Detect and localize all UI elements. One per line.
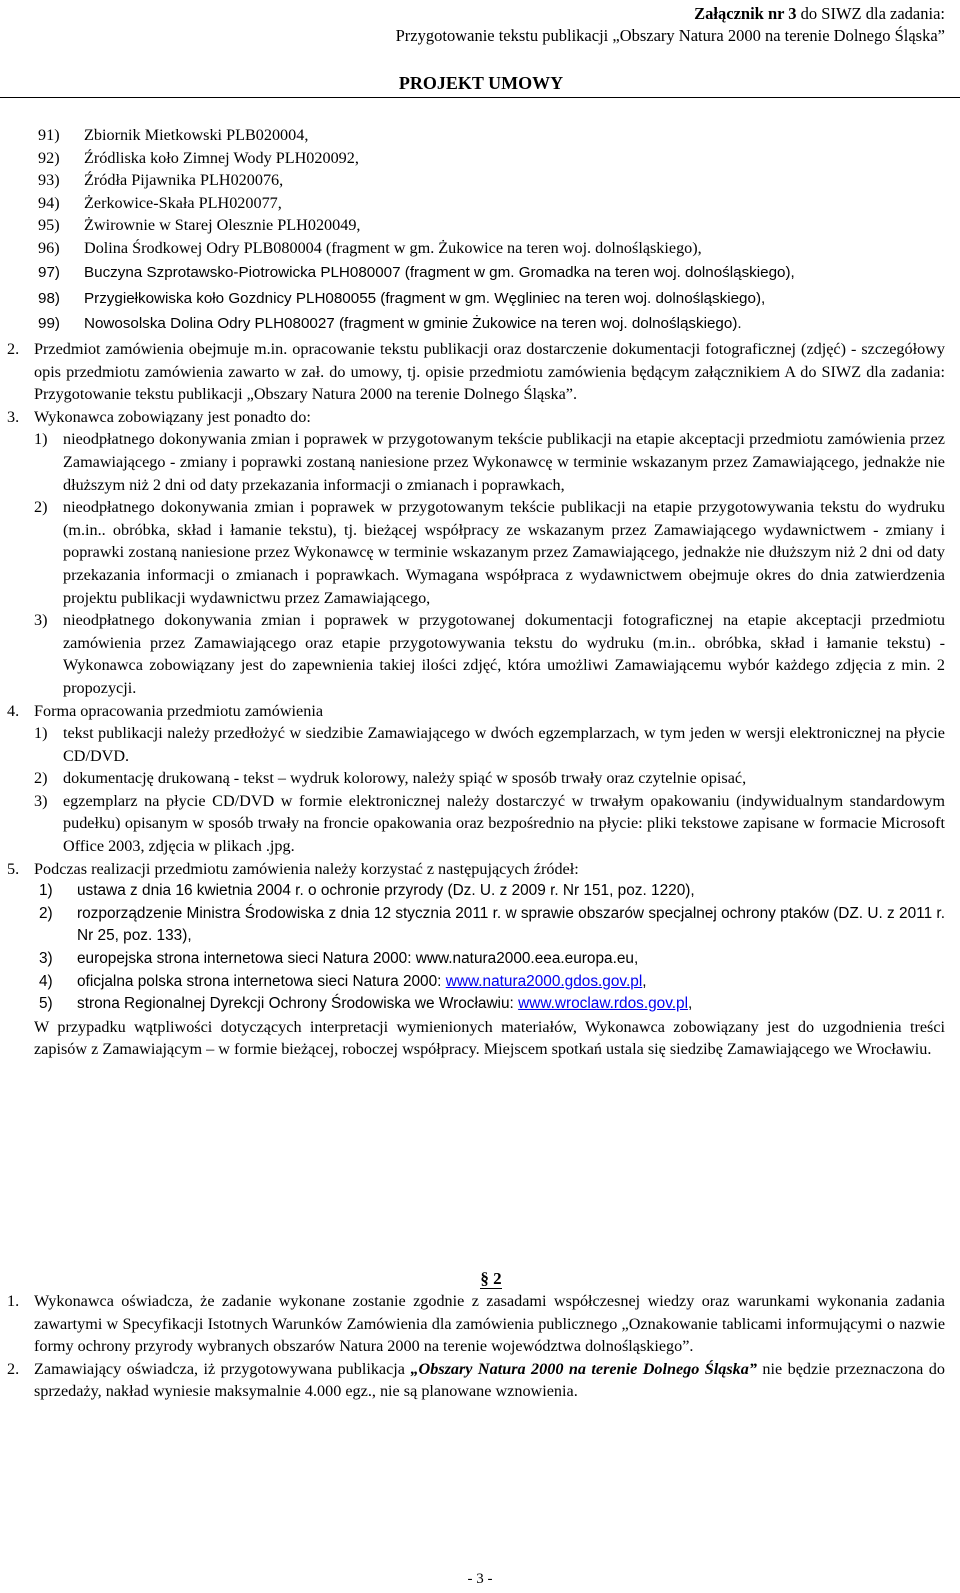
- item-number: 2): [34, 498, 48, 517]
- item-text: [77, 971, 945, 994]
- paragraph-3: [7, 406, 945, 429]
- list-item: [38, 169, 943, 192]
- item-number: 93): [38, 171, 60, 190]
- sub-item: [7, 767, 945, 790]
- item-text: egzemplarz na płycie CD/DVD w formie elektronicznej należy dostarczyć w trwałym opakowaniu (indywidualnym standardowym pudełku) opisanym w sposób trwały na froncie opakowania oraz bezpośrednio na płycie: pliki tekstowe zapisane w formacie Microsoft Office 2003, zdjęcia w plikach .jpg.: [63, 791, 945, 856]
- source-item: [7, 971, 945, 994]
- list-item: [38, 192, 943, 215]
- list-item: [38, 262, 943, 285]
- paragraph-number: 2.: [7, 1359, 20, 1378]
- item-number: 5): [39, 995, 53, 1013]
- list-item: [38, 124, 943, 147]
- item-number: 1): [39, 882, 53, 900]
- paragraph-number: 5.: [7, 859, 20, 878]
- item-number: 3): [34, 611, 48, 630]
- publication-title: „Obszary Natura 2000 na terenie Dolnego Śląska”: [410, 1359, 757, 1378]
- item-number: 92): [38, 148, 60, 167]
- item-text-prefix: strona Regionalnej Dyrekcji Ochrony Środowiska we Wrocławiu:: [77, 995, 519, 1013]
- item-text: Żwirownie w Starej Olesznie PLH020049,: [84, 216, 361, 235]
- item-text-suffix: ,: [642, 972, 647, 990]
- attachment-line: [396, 3, 945, 25]
- section-2-body: [7, 1290, 945, 1403]
- item-text: [77, 993, 945, 1016]
- section-symbol: § 2: [480, 1269, 502, 1288]
- item-number: 1): [34, 724, 48, 743]
- paragraph-text: [34, 1358, 945, 1403]
- item-number: 1): [34, 430, 48, 449]
- item-text: Żerkowice-Skała PLH020077,: [84, 193, 282, 212]
- item-text: Źródliska koło Zimnej Wody PLH020092,: [84, 148, 359, 167]
- page-number: - 3 -: [467, 1571, 493, 1587]
- item-text: Dolina Środkowej Odry PLB080004 (fragment w gm. Żukowice na teren woj. dolnośląskiego),: [84, 238, 702, 257]
- item-number: 91): [38, 126, 60, 144]
- source-item: [7, 993, 945, 1016]
- section-heading: [0, 1268, 960, 1291]
- item-text: nieodpłatnego dokonywania zmian i poprawek w przygotowanym tekście publikacji na etapie przygotowywania tekstu do wydruku (m.in.. obróbka, skład i łamanie tekstu), tj. bieżącej współpracy ze wskazanym przez Zamawiającego wydawnictwem - zmiany i poprawki zostaną naniesione przez Wykonawcę w terminie wskazanym przez Zamawiającego, jednakże nie dłuższym niż 2 dni od daty przekazania informacji o zmianach i poprawkach. Wymagana współpraca z wydawnictwem obejmuje okres do dnia zatwierdzenia projektu publikacji wydawnictwu przez Zamawiającego,: [63, 498, 945, 607]
- paragraph-number: 2.: [7, 340, 20, 358]
- paragraph-text-suffix: nie będzie przeznaczona do sprzedaży, nakład wyniesie maksymalnie 4.000 egz., nie są planowane wznowienia.: [34, 1359, 945, 1401]
- list-item: [38, 147, 943, 170]
- item-number: 96): [38, 238, 60, 257]
- item-text: tekst publikacji należy przedłożyć w siedzibie Zamawiającego w dwóch egzemplarzach, w tym jeden w wersji elektronicznej na płycie CD/DVD.: [63, 724, 945, 765]
- item-text: ustawa z dnia 16 kwietnia 2004 r. o ochronie przyrody (Dz. U. z 2009 r. Nr 151, poz. 1220),: [77, 882, 695, 900]
- item-number: 95): [38, 216, 60, 235]
- item-text: Źródła Pijawnika PLH020076,: [84, 171, 284, 190]
- paragraph-number: 4.: [7, 701, 20, 720]
- attachment-label: Załącznik nr 3: [694, 4, 797, 23]
- paragraph-text: Wykonawca zobowiązany jest ponadto do:: [34, 407, 311, 426]
- source-item: [7, 903, 945, 948]
- item-number: 3): [34, 791, 48, 810]
- item-number: 2): [34, 769, 48, 788]
- item-number: 99): [38, 314, 60, 332]
- natura-areas-list: [38, 124, 943, 335]
- item-number: 94): [38, 193, 60, 212]
- doc-title-text: PROJEKT UMOWY: [398, 73, 564, 93]
- list-item: [38, 237, 943, 260]
- item-number: 97): [38, 263, 60, 281]
- section2-paragraph-1: [7, 1290, 945, 1358]
- item-text: europejska strona internetowa sieci Natura 2000: www.natura2000.eea.europa.eu,: [77, 950, 639, 968]
- natura2000-gdos-link[interactable]: www.natura2000.gdos.gov.pl: [445, 972, 643, 990]
- paragraph-5: [7, 858, 945, 881]
- list-item: [38, 288, 943, 311]
- paragraph-text: Przedmiot zamówienia obejmuje m.in. opracowanie tekstu publikacji oraz dostarczenie dokumentacji fotograficznej (zdjęć) - szczegółowy opis przedmiotu zamówienia zawarto w zał. do umowy, tj. opisie przedmiotu zamówienia będącym załącznikiem A do SIWZ dla zadania: Przygotowanie tekstu publikacji „Obszary Natura 2000 na terenie Dolnego Śląska”.: [34, 340, 945, 404]
- sub-item: [7, 609, 945, 699]
- paragraph-text: Forma opracowania przedmiotu zamówienia: [34, 701, 324, 720]
- paragraph-text: Wykonawca oświadcza, że zadanie wykonane zostanie zgodnie z zasadami współczesnej wiedzy oraz warunkami wykonania zadania zawartymi w Specyfikacji Istotnych Warunków Zamówienia dla zamówienia publicznego „Oznakowanie tablicami informującymi o nazwie formy ochrony przyrody wybranych obszarów Natura 2000 na terenie województwa dolnośląskiego”.: [34, 1292, 945, 1356]
- item-number: 98): [38, 290, 60, 308]
- attachment-rest: do SIWZ dla zadania:: [796, 4, 945, 23]
- sources-closing: W przypadku wątpliwości dotyczących interpretacji wymienionych materiałów, Wykonawca zobowiązany jest do uzgodnienia treści zapisów z Zamawiającym – w formie bieżącej, roboczej współpracy. Miejscem spotkań ustala się siedzibę Zamawiającego we Wrocławiu.: [34, 1017, 945, 1059]
- sub-item: [7, 428, 945, 496]
- paragraph-2: [7, 338, 945, 406]
- source-item: [7, 948, 945, 971]
- section2-paragraph-2: [7, 1358, 945, 1403]
- item-text: dokumentację drukowaną - tekst – wydruk kolorowy, należy spiąć w sposób trwały oraz czytelnie opisać,: [63, 769, 747, 788]
- item-text: rozporządzenie Ministra Środowiska z dnia 12 stycznia 2011 r. w sprawie obszarów specjalnej ochrony ptaków (DZ. U. z 2011 r. Nr 25, poz. 133),: [77, 904, 945, 945]
- rdos-wroclaw-link[interactable]: www.wroclaw.rdos.gov.pl: [518, 995, 689, 1013]
- list-item: [38, 313, 943, 336]
- item-text: nieodpłatnego dokonywania zmian i poprawek w przygotowanym tekście publikacji na etapie akceptacji przedmiotu zamówienia przez Zamawiającego - zmiany i poprawki zostaną naniesione przez Wykonawcę w terminie wskazanym przez Zamawiającego, jednakże nie dłuższym niż 2 dni od daty przekazania informacji o zmianach i poprawkach,: [63, 430, 945, 494]
- sub-item: [7, 722, 945, 767]
- sub-item: [7, 496, 945, 609]
- item-text: Nowosolska Dolina Odry PLH080027 (fragment w gminie Żukowice na teren woj. dolnośląskiego).: [84, 314, 742, 332]
- paragraph-4: [7, 700, 945, 723]
- item-text-prefix: oficjalna polska strona internetowa sieci Natura 2000:: [77, 972, 446, 990]
- item-text: Zbiornik Mietkowski PLB020004,: [84, 126, 309, 144]
- list-item: [38, 214, 943, 237]
- item-text-suffix: ,: [688, 995, 693, 1013]
- item-text: Przygiełkowiska koło Gozdnicy PLH080055 (fragment w gm. Węgliniec na teren woj. dolnośląskiego),: [84, 290, 766, 308]
- item-text: nieodpłatnego dokonywania zmian i poprawek w przygotowanej dokumentacji fotograficznej na etapie akceptacji przedmiotu zamówienia przez Zamawiającego oraz etapie przygotowywania tekstu do wydruku (m.in.. obróbka, skład i łamanie tekstu) - Wykonawca zobowiązany jest do zapewnienia takiej ilości zdjęć, która umożliwi Zamawiającemu wybór każdego zdjęcia z min. 2 propozycji.: [63, 611, 945, 697]
- item-number: 3): [39, 950, 53, 968]
- source-item: [7, 880, 945, 903]
- paragraph-text: Podczas realizacji przedmiotu zamówienia należy korzystać z następujących źródeł:: [34, 859, 579, 878]
- contract-body: [7, 338, 945, 1061]
- paragraph-number: 1.: [7, 1292, 20, 1310]
- sub-item: [7, 790, 945, 858]
- item-text: Buczyna Szprotawsko-Piotrowicka PLH080007 (fragment w gm. Gromadka na teren woj. dolnośląskiego),: [84, 263, 795, 281]
- item-number: 2): [39, 904, 53, 922]
- task-title: Przygotowanie tekstu publikacji „Obszary Natura 2000 na terenie Dolnego Śląska”: [395, 26, 945, 45]
- item-number: 4): [39, 972, 53, 990]
- paragraph-number: 3.: [7, 407, 20, 426]
- header-rule: [0, 97, 960, 98]
- document-header: [396, 3, 945, 47]
- doc-title: [0, 72, 960, 94]
- paragraph-text-prefix: Zamawiający oświadcza, iż przygotowywana publikacja: [34, 1359, 411, 1378]
